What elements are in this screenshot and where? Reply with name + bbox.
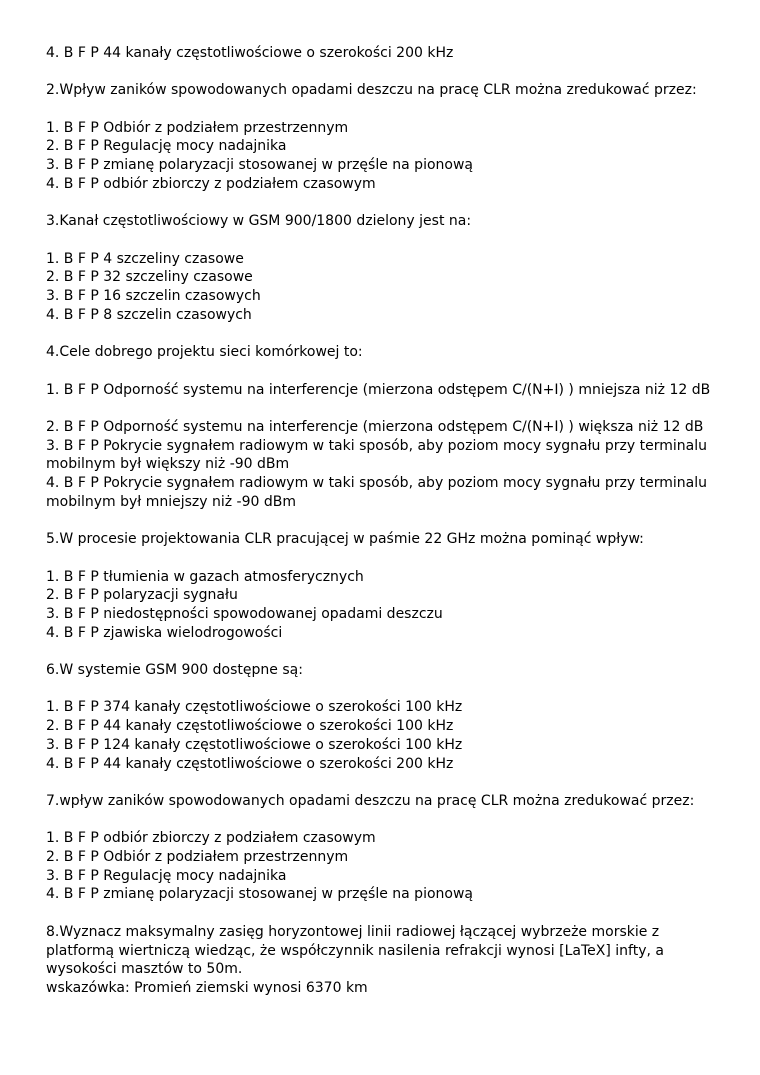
q3-option-3: 3. B F P 16 szczelin czasowych <box>46 288 261 305</box>
q1-option-4: 4. B F P 44 kanały częstotliwościowe o szerokości 200 kHz <box>46 45 454 61</box>
q3-option-4: 4. B F P 8 szczelin czasowych <box>46 306 252 323</box>
q6-option-4: 4. B F P 44 kanały częstotliwościowe o szerokości 200 kHz <box>46 755 454 772</box>
q2-question: 2.Wpływ zaników spowodowanych opadami deszczu na pracę CLR można zredukować przez: <box>46 82 697 99</box>
q5-option-3: 3. B F P niedostępności spowodowanej opadami deszczu <box>46 605 443 622</box>
document-body <box>46 44 716 998</box>
q7-option-4: 4. B F P zmianę polaryzacji stosowanej w przęśle na pionową <box>46 886 473 903</box>
q4-option-3-cont: mobilnym był większy niż -90 dBm <box>46 456 290 473</box>
q2-option-1: 1. B F P Odbiór z podziałem przestrzennym <box>46 119 349 136</box>
q4-option-1: 1. B F P Odporność systemu na interferencje (mierzona odstępem C/(N+I) ) mniejsza niż 12 dB <box>46 381 711 398</box>
q6-option-3: 3. B F P 124 kanały częstotliwościowe o szerokości 100 kHz <box>46 736 463 753</box>
q7-question: 7.wpływ zaników spowodowanych opadami deszczu na pracę CLR można zredukować przez: <box>46 792 695 809</box>
q6-question: 6.W systemie GSM 900 dostępne są: <box>46 662 303 679</box>
q3-question: 3.Kanał częstotliwościowy w GSM 900/1800 dzielony jest na: <box>46 213 472 230</box>
q7-option-1: 1. B F P odbiór zbiorczy z podziałem czasowym <box>46 830 376 847</box>
q8-question-line-3: wysokości masztów to 50m. <box>46 961 243 978</box>
q6-option-1: 1. B F P 374 kanały częstotliwościowe o szerokości 100 kHz <box>46 699 463 716</box>
q8-question-line-2: platformą wiertniczą wiedząc, że współczynnik nasilenia refrakcji wynosi [LaTeX] infty, a <box>46 942 664 959</box>
q4-option-4-cont: mobilnym był mniejszy niż -90 dBm <box>46 493 297 510</box>
q3-option-2: 2. B F P 32 szczeliny czasowe <box>46 269 253 286</box>
q5-option-2: 2. B F P polaryzacji sygnału <box>46 587 238 604</box>
q5-option-1: 1. B F P tłumienia w gazach atmosferycznych <box>46 568 364 585</box>
q8-hint: wskazówka: Promień ziemski wynosi 6370 km <box>46 979 368 996</box>
q4-question: 4.Cele dobrego projektu sieci komórkowej to: <box>46 344 363 361</box>
q7-option-2: 2. B F P Odbiór z podziałem przestrzennym <box>46 849 349 866</box>
q2-option-3: 3. B F P zmianę polaryzacji stosowanej w przęśle na pionową <box>46 157 473 174</box>
q5-option-4: 4. B F P zjawiska wielodrogowości <box>46 624 283 641</box>
q4-option-2: 2. B F P Odporność systemu na interferencje (mierzona odstępem C/(N+I) ) większa niż 12 dB <box>46 418 704 435</box>
q8-question-line-1: 8.Wyznacz maksymalny zasięg horyzontowej linii radiowej łączącej wybrzeże morskie z <box>46 923 660 940</box>
q7-option-3: 3. B F P Regulację mocy nadajnika <box>46 867 287 884</box>
q2-option-2: 2. B F P Regulację mocy nadajnika <box>46 138 287 155</box>
q2-option-4: 4. B F P odbiór zbiorczy z podziałem czasowym <box>46 175 376 192</box>
q5-question: 5.W procesie projektowania CLR pracującej w paśmie 22 GHz można pominąć wpływ: <box>46 531 644 548</box>
q6-option-2: 2. B F P 44 kanały częstotliwościowe o szerokości 100 kHz <box>46 718 454 735</box>
q3-option-1: 1. B F P 4 szczeliny czasowe <box>46 250 244 267</box>
q4-option-3: 3. B F P Pokrycie sygnałem radiowym w taki sposób, aby poziom mocy sygnału przy terminalu <box>46 437 707 454</box>
q4-option-4: 4. B F P Pokrycie sygnałem radiowym w taki sposób, aby poziom mocy sygnału przy terminalu <box>46 475 707 492</box>
